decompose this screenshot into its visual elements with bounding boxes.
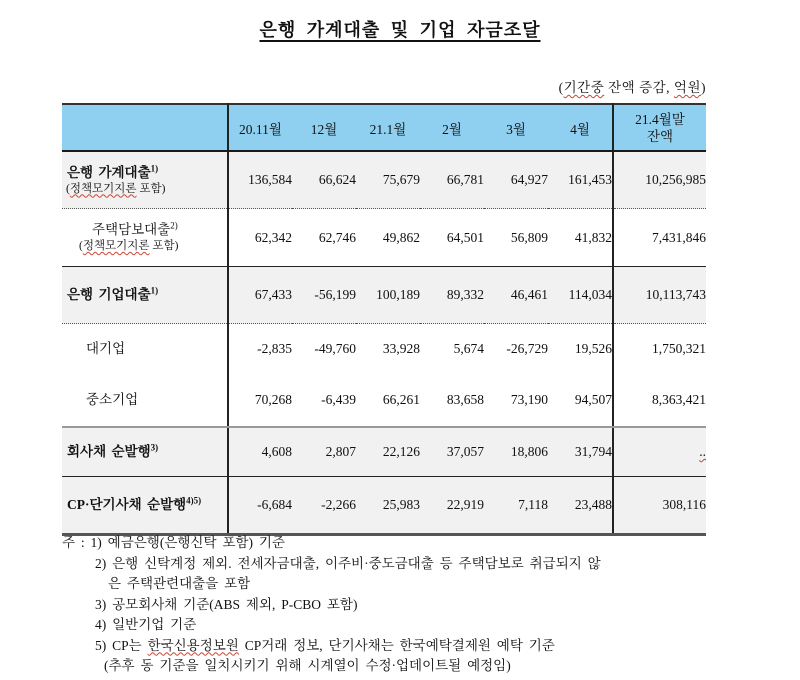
footnote-marker: 4)5): [186, 495, 202, 506]
row-label: CP·단기사채 순발행$^{4)5)}$: [67, 495, 202, 512]
col-header-balance: [613, 104, 706, 151]
value-cell: 66,781: [420, 151, 484, 209]
row-label-cell: [62, 427, 228, 477]
value-cell: 5,674: [453, 341, 484, 356]
value-cell: 46,461: [484, 267, 548, 324]
value-cell: -26,729: [506, 341, 548, 356]
value-cell: 83,658: [420, 374, 484, 427]
value-cell: -49,760: [314, 341, 356, 356]
value-cell: 75,679: [356, 151, 420, 209]
spellcheck-word: 한국신용정보원: [147, 637, 239, 653]
table-row-household-loans: [62, 151, 706, 209]
value-cell: -2,835: [257, 341, 292, 356]
value-cell: 66,624: [292, 151, 356, 209]
value-cell: -56,199: [292, 267, 356, 324]
value-cell: 23,488: [548, 477, 613, 535]
value-cell: 161,453: [548, 151, 613, 209]
row-label-cell: [62, 209, 228, 267]
balance-cell: 1,750,321: [613, 324, 706, 375]
row-label: 은행 가계대출$^{1)}$: [67, 163, 159, 180]
col-header-2011: 20.11월: [228, 104, 292, 151]
value-cell: 25,983: [356, 477, 420, 535]
table-row-corporate-loans: [62, 267, 706, 324]
row-sublabel: (정책모기지론 포함): [79, 240, 179, 252]
row-label: 회사채 순발행$^{3)}$: [67, 442, 159, 459]
value-cell: 66,261: [356, 374, 420, 427]
table-header-row: [62, 104, 706, 151]
value-cell: 19,526: [574, 341, 612, 356]
caption-middle: 잔액 증감,: [604, 80, 674, 95]
balance-header-line1: 21.4월말: [635, 111, 685, 127]
value-cell: 73,190: [484, 374, 548, 427]
col-header-3: 3월: [484, 104, 548, 151]
balance-header-line2: 잔액: [646, 128, 674, 144]
value-cell: 22,919: [420, 477, 484, 535]
value-cell: 62,342: [228, 209, 292, 267]
col-header-211: 21.1월: [356, 104, 420, 151]
value-cell: 56,809: [484, 209, 548, 267]
value-cell: 2,807: [292, 427, 356, 477]
header-empty-cell: [62, 104, 228, 151]
value-cell: 64,501: [420, 209, 484, 267]
value-cell: 114,034: [548, 267, 613, 324]
caption-word-2: 억원: [673, 80, 701, 95]
value-cell: 49,862: [356, 209, 420, 267]
value-cell: 31,794: [548, 427, 613, 477]
balance-cell: 10,256,985: [613, 151, 706, 209]
col-header-2: 2월: [420, 104, 484, 151]
caption-close: ): [701, 80, 706, 95]
data-table: [62, 103, 706, 536]
value-cell: 22,126: [356, 427, 420, 477]
value-cell: 70,268: [228, 374, 292, 427]
table-row-corporate-bonds: [62, 427, 706, 477]
footnote-marker: 2): [170, 220, 178, 231]
value-cell: 37,057: [420, 427, 484, 477]
row-label-cell: [62, 267, 228, 324]
value-cell: 89,332: [420, 267, 484, 324]
row-label-cell: [62, 374, 228, 427]
value-cell: 7,118: [484, 477, 548, 535]
value-cell: 94,507: [548, 374, 613, 427]
balance-cell: [613, 427, 706, 477]
caption-word-1: 기간중: [563, 80, 605, 95]
table-row-mortgage-loans: [62, 209, 706, 267]
balance-cell: 10,113,743: [613, 267, 706, 324]
row-sublabel: (정책모기지론 포함): [66, 182, 166, 195]
footnote-line-3: 3) 공모회사채 기준(ABS 제외, P-CBO 포함): [95, 596, 358, 612]
missing-value-dots: ..: [699, 444, 706, 459]
value-cell: 62,746: [292, 209, 356, 267]
footnote-line-5: 5) CP는 한국신용정보원 CP거래 정보, 단기사채는 한국예탁결제원 예탁 기준: [95, 637, 555, 653]
footnote-line-2-cont: 은 주택관련대출을 포함: [108, 576, 251, 591]
value-cell: 136,584: [228, 151, 292, 209]
footnote-marker: 1): [150, 163, 159, 173]
footnote-line-2: 2) 은행 신탁계정 제외. 전세자금대출, 이주비·중도금대출 등 주택담보로 취급되지 않: [95, 555, 601, 571]
row-label: 중소기업: [86, 392, 139, 407]
value-cell: 64,927: [484, 151, 548, 209]
value-cell: -6,439: [292, 374, 356, 427]
footnote-line-4: 4) 일반기업 기준: [95, 617, 197, 632]
table-row-cp-short-bonds: [62, 477, 706, 535]
table-row-sme-firms: [62, 374, 706, 427]
col-header-12: 12월: [292, 104, 356, 151]
table-row-large-firms: [62, 324, 706, 375]
footnote-line-1: 주 : 1) 예금은행(은행신탁 포함) 기준: [62, 535, 285, 550]
unit-caption: [559, 76, 706, 96]
row-label: 대기업: [86, 341, 126, 356]
page-title-text: 은행 가계대출 및 기업 자금조달: [259, 20, 541, 40]
value-cell: -6,684: [228, 477, 292, 535]
value-cell: -2,266: [292, 477, 356, 535]
value-cell: 41,832: [548, 209, 613, 267]
value-cell: 67,433: [228, 267, 292, 324]
balance-cell: 7,431,846: [613, 209, 706, 267]
row-label: 은행 기업대출$^{1)}$: [67, 285, 159, 302]
footnote-line-5-cont: (추후 동 기준을 일치시키기 위해 시계열이 수정·업데이트될 예정임): [104, 658, 511, 673]
page-title: [0, 16, 800, 42]
row-label: 주택담보대출$^{2)}$: [92, 220, 178, 237]
value-cell: 100,189: [356, 267, 420, 324]
caption-open: (: [558, 80, 564, 95]
footnote-marker: 1): [150, 285, 159, 296]
row-label-cell: [62, 324, 228, 375]
row-label-cell: [62, 151, 228, 209]
value-cell: 4,608: [228, 427, 292, 477]
balance-cell: 8,363,421: [613, 374, 706, 427]
value-cell: 18,806: [484, 427, 548, 477]
col-header-4: 4월: [548, 104, 613, 151]
value-cell: 33,928: [382, 341, 420, 356]
footnotes: [62, 533, 742, 677]
balance-cell: 308,116: [613, 477, 706, 535]
footnote-marker: 3): [150, 442, 159, 453]
row-label-cell: [62, 477, 228, 535]
